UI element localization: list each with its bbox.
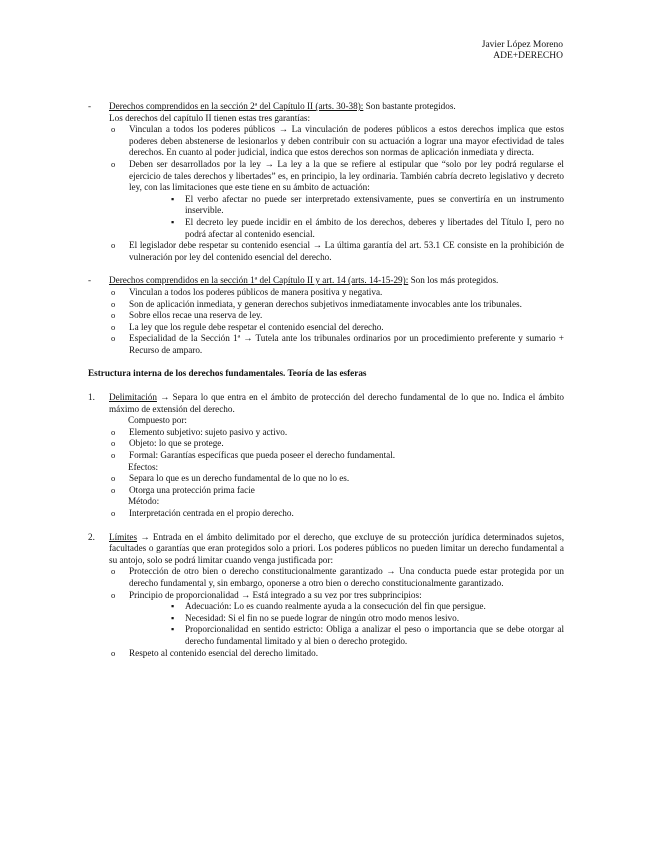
sub-list-item: ▪ Adecuación: Lo es cuando realmente ayuda a la consecución del fin que persigue. xyxy=(185,601,564,613)
point-title-line xyxy=(88,392,564,415)
section-title-line xyxy=(88,101,564,113)
list-item: o Interpretación centrada en el propio derecho. xyxy=(129,508,564,520)
point-label: Límites xyxy=(109,531,138,542)
point-delimitacion xyxy=(88,392,564,520)
point-number: 2. xyxy=(88,531,95,542)
list-item xyxy=(129,159,564,240)
sub-list xyxy=(129,601,564,647)
document-body xyxy=(88,101,564,659)
limits-list xyxy=(88,566,564,659)
sub-list-item: ▪ El verbo afectar no puede ser interpretado extensivamente, pues se convertiría en un instrumento inservible. xyxy=(185,194,564,217)
list-item: o Especialidad de la Sección 1ª → Tutela ante los tribunales ordinarios por un procedimiento preferente y sumario + Recurso de amparo. xyxy=(129,333,564,356)
effects-list xyxy=(88,473,564,496)
point-number: 1. xyxy=(88,392,95,403)
section-heading: Estructura interna de los derechos fundamentales. Teoría de las esferas xyxy=(88,368,367,379)
section-title-rest: Son bastante protegidos. xyxy=(363,101,456,111)
list-item: o Son de aplicación inmediata, y generan derechos subjetivos inmediatamente invocables ante los tribunales. xyxy=(129,299,564,311)
list-item xyxy=(129,590,564,648)
list-item: o Vinculan a todos los poderes públicos → La vinculación de poderes públicos a estos derechos implica que estos poderes deben abstenerse de lesionarlos y deben contribuir con su actuación a lograr una mayor efectividad de tales derechos. En cuanto al poder judicial, indica que estos derechos son normas de aplicación inmediata y directa. xyxy=(129,124,564,159)
section-capitulo-ii-sec1 xyxy=(88,275,564,356)
sub-list-item: ▪ El decreto ley puede incidir en el ámbito de los derechos, deberes y libertades del Título I, pero no podrá afectar al contenido esencial. xyxy=(185,217,564,240)
list-item: o Objeto: lo que se protege. xyxy=(129,438,564,450)
dash-marker: - xyxy=(88,275,92,286)
composition-list xyxy=(88,427,564,462)
list-item: o Respeto al contenido esencial del derecho limitado. xyxy=(129,648,564,660)
section-title-line xyxy=(88,275,564,287)
composition-label: Compuesto por: xyxy=(128,415,187,426)
list-item: o El legislador debe respetar su contenido esencial → La última garantía del art. 53.1 CE consiste en la prohibición de vulneración por ley del contenido esencial del derecho. xyxy=(129,240,564,263)
sub-list-item: ▪ Necesidad: Si el fin no se puede lograr de ningún otro modo menos lesivo. xyxy=(185,613,564,625)
list-item-text: Principio de proporcionalidad → Está integrado a su vez por tres subprincipios: xyxy=(129,589,422,600)
page-header xyxy=(482,40,563,62)
list-item: o Sobre ellos recae una reserva de ley. xyxy=(129,310,564,322)
list-item: o Protección de otro bien o derecho constitucionalmente garantizado → Una conducta puede estar protegida por un derecho fundamental y, sin embargo, oponerse a otro bien o derecho constitucionalmente garantizado. xyxy=(129,566,564,589)
section-title: Derechos comprendidos en la sección 2ª del Capítulo II (arts. 30-38): xyxy=(109,101,364,111)
point-label: Delimitación xyxy=(109,392,157,403)
section-capitulo-ii-sec2 xyxy=(88,101,564,263)
method-list xyxy=(88,508,564,520)
list-item: o Vinculan a todos los poderes públicos de manera positiva y negativa. xyxy=(129,287,564,299)
section-title-rest: Son los más protegidos. xyxy=(408,275,499,286)
guarantees-list xyxy=(88,287,564,357)
list-item: o La ley que los regule debe respetar el contenido esencial del derecho. xyxy=(129,322,564,334)
effects-label: Efectos: xyxy=(128,461,159,472)
list-item-text: Deben ser desarrollados por la ley → La ley a la que se refiere al estipular que “solo por ley podrá regularse el ejercicio de tales derechos y libertades” es, en principio, la ley ordinaria. También cabría decreto legislativo y decreto ley, con las limitaciones que este tiene en su ámbito de actuación: xyxy=(129,158,564,193)
list-item: o Formal: Garantías específicas que pueda poseer el derecho fundamental. xyxy=(129,450,564,462)
point-text: → Entrada en el ámbito delimitado por el derecho, que excluye de su protección jurídica determinados sujetos, facultades o garantías que eran protegidos solo a priori. Los poderes públicos no pueden limitar un derecho fundamental a su antojo, solo se podrá limitar cuando venga justificada por: xyxy=(109,531,564,565)
point-title-line xyxy=(88,532,564,567)
course-name: ADE+DERECHO xyxy=(493,51,563,61)
list-item: o Elemento subjetivo: sujeto pasivo y activo. xyxy=(129,427,564,439)
method-label: Método: xyxy=(128,496,160,507)
sub-list-item: ▪ Proporcionalidad en sentido estricto: Obliga a analizar el peso o importancia que se debe otorgar al derecho fundamental limitado y al bien o derecho protegido. xyxy=(185,624,564,647)
dash-marker: - xyxy=(88,101,92,111)
list-item: o Separa lo que es un derecho fundamental de lo que no lo es. xyxy=(129,473,564,485)
section-title: Derechos comprendidos en la sección 1ª del Capítulo II y art. 14 (arts. 14-15-29): xyxy=(109,275,409,286)
point-text: → Separa lo que entra en el ámbito de protección del derecho fundamental de lo que no. Indica el ámbito máximo de extensión del derecho. xyxy=(109,392,564,414)
section-intro: Los derechos del capítulo II tienen estas tres garantías: xyxy=(109,112,311,123)
sub-list xyxy=(129,194,564,240)
author-name: Javier López Moreno xyxy=(481,40,563,50)
list-item: o Otorga una protección prima facie xyxy=(129,485,564,497)
guarantees-list xyxy=(88,124,564,263)
point-limites xyxy=(88,532,564,660)
